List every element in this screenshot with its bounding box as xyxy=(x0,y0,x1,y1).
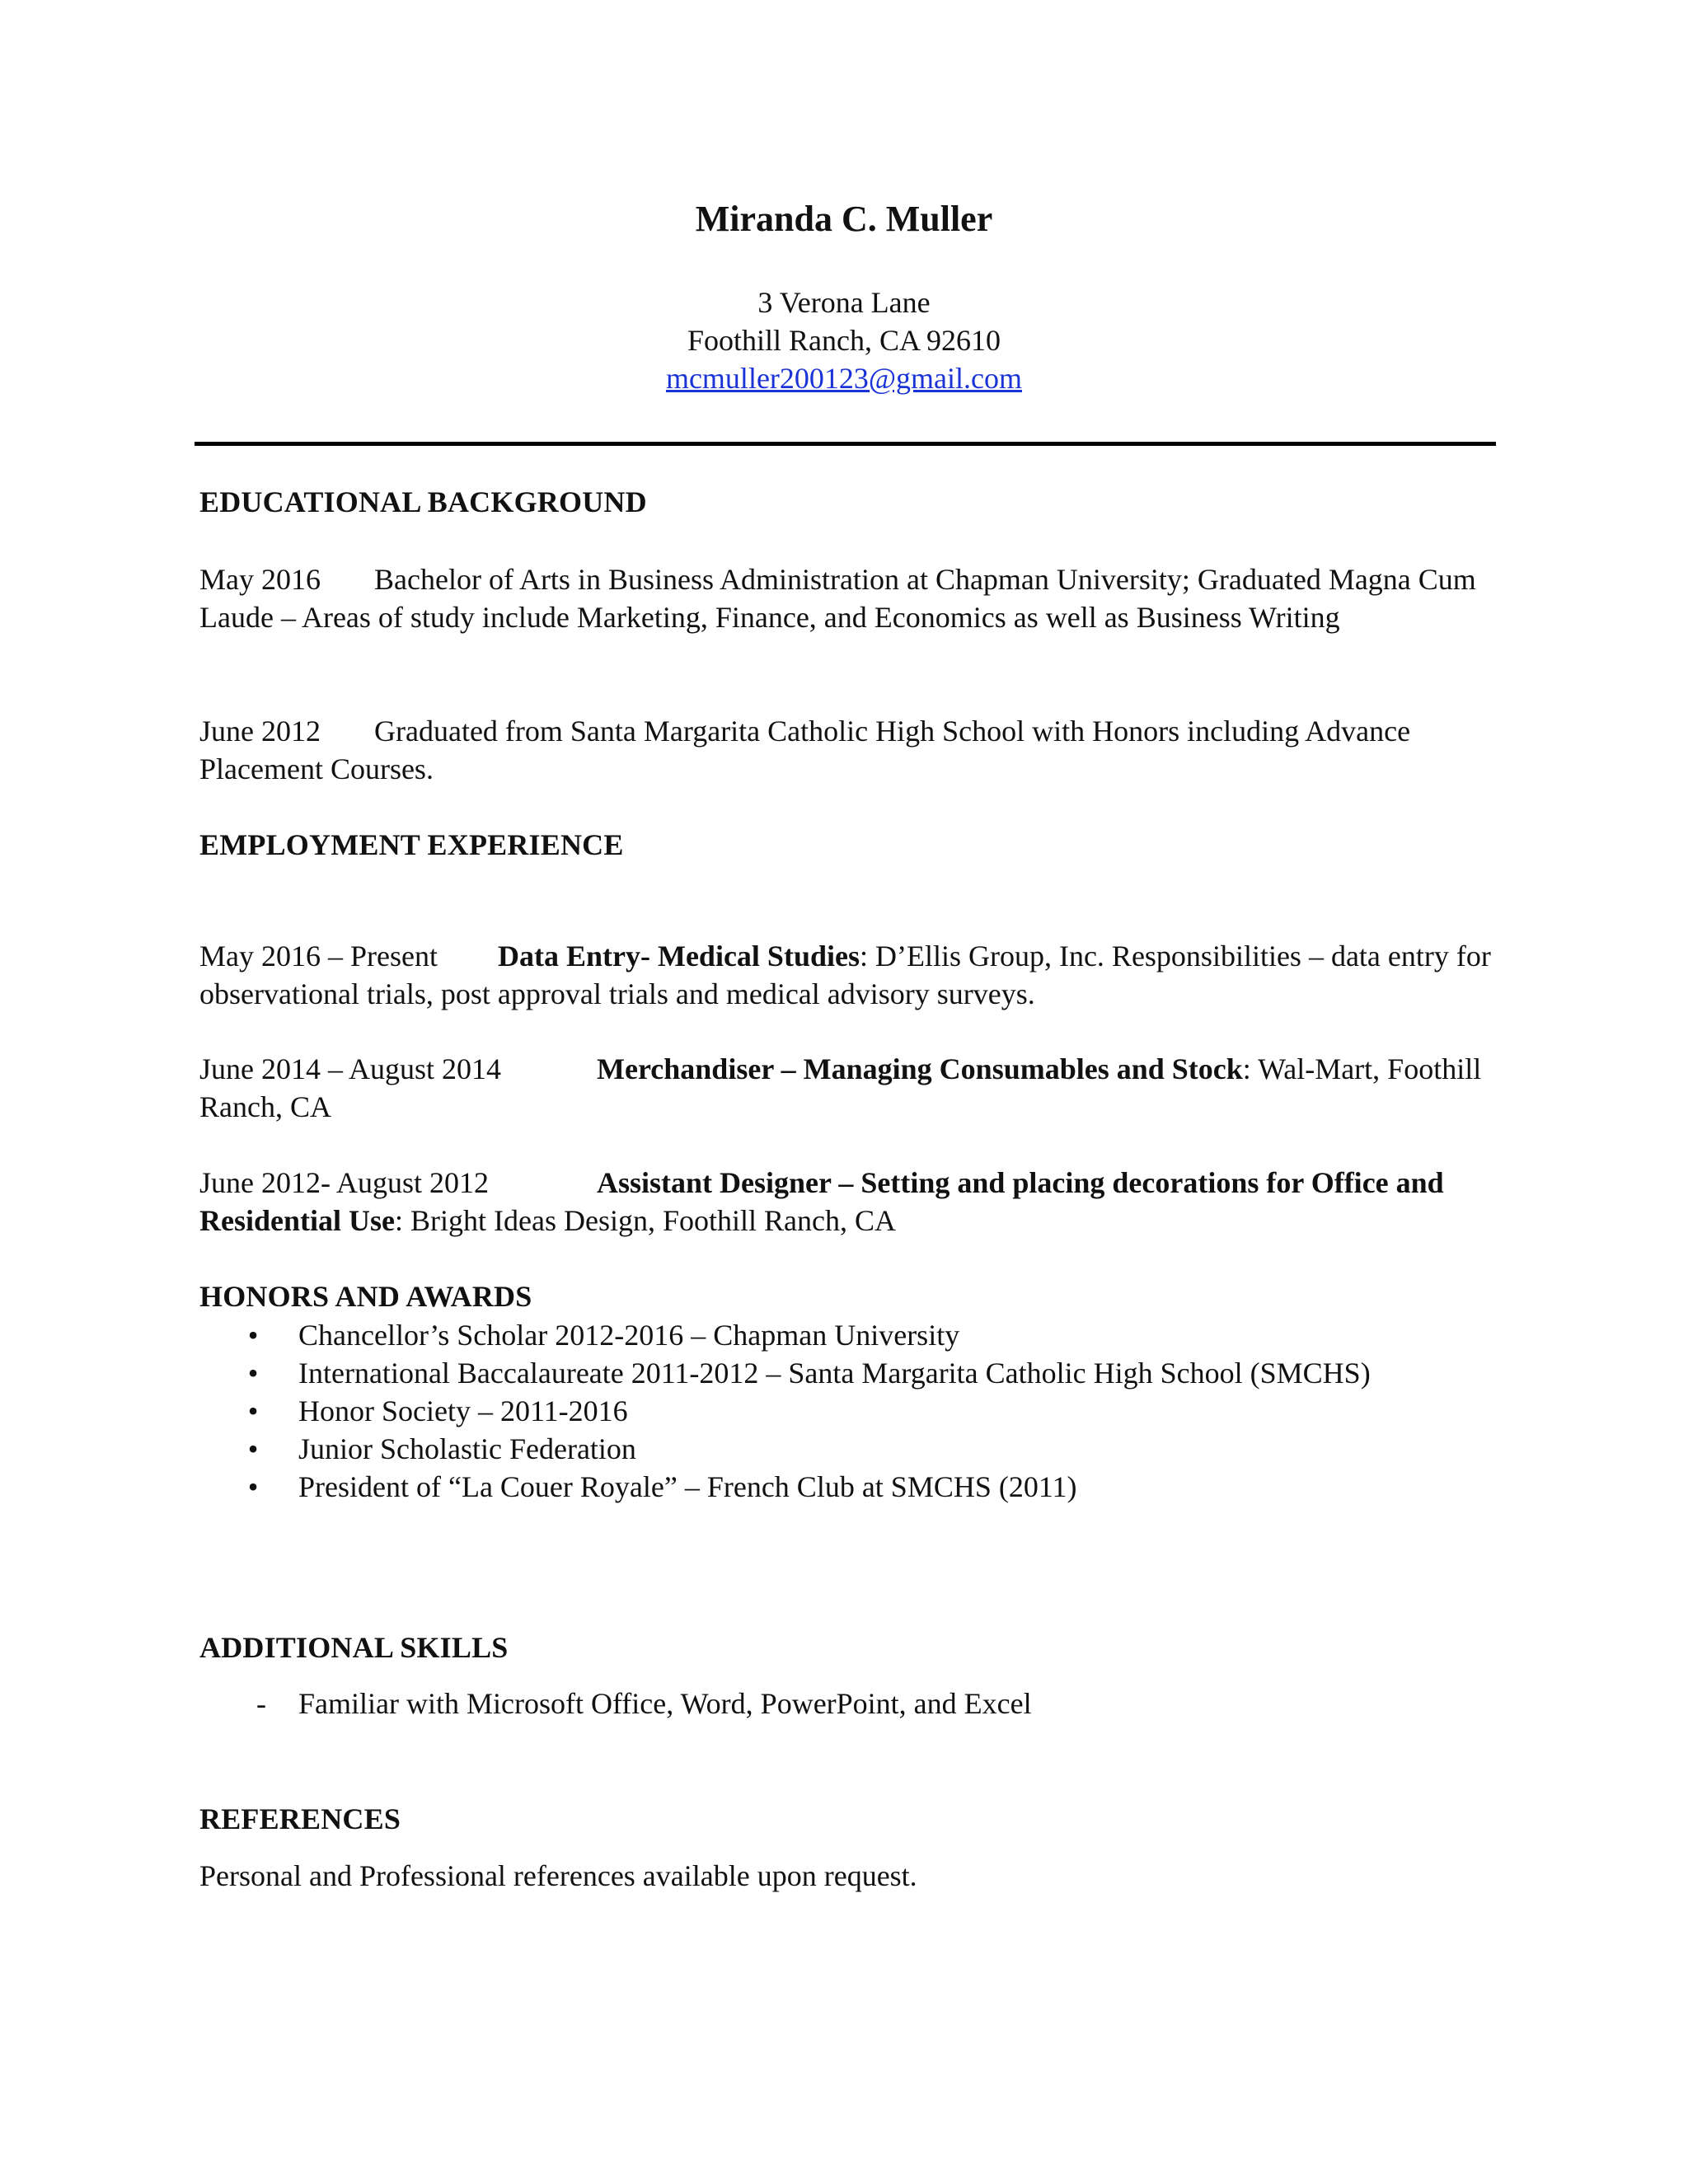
employment-entry xyxy=(199,937,1495,1013)
employment-date: June 2012- August 2012 xyxy=(199,1166,489,1199)
header-divider xyxy=(195,442,1496,446)
employment-title: Assistant Designer – Setting and placing decorations for Office and Residential Use xyxy=(199,1166,1444,1237)
education-heading: EDUCATIONAL BACKGROUND xyxy=(199,485,647,518)
references-heading: REFERENCES xyxy=(199,1802,401,1835)
education-text: Graduated from Santa Margarita Catholic High School with Honors including Advance Placement Courses. xyxy=(199,715,1411,785)
address-line-1: 3 Verona Lane xyxy=(757,286,931,319)
skill-text: Familiar with Microsoft Office, Word, PowerPoint, and Excel xyxy=(298,1687,1032,1720)
employment-title: Merchandiser – Managing Consumables and Stock xyxy=(597,1052,1243,1085)
bullet-icon: • xyxy=(247,1319,259,1352)
employment-date: June 2014 – August 2014 xyxy=(199,1052,502,1085)
employment-title: Data Entry- Medical Studies xyxy=(498,940,860,972)
education-entry xyxy=(199,560,1495,636)
honor-text: Junior Scholastic Federation xyxy=(298,1432,636,1465)
education-date: June 2012 xyxy=(199,715,321,748)
list-item xyxy=(199,1354,1436,1392)
skills-list xyxy=(199,1685,1436,1722)
employment-details: : Bright Ideas Design, Foothill Ranch, CA xyxy=(395,1204,896,1237)
education-entry xyxy=(199,712,1495,788)
dash-icon: - xyxy=(256,1687,266,1720)
honors-heading: HONORS AND AWARDS xyxy=(199,1280,532,1313)
employment-heading: EMPLOYMENT EXPERIENCE xyxy=(199,828,624,861)
honors-list xyxy=(199,1316,1436,1506)
list-item xyxy=(199,1685,1436,1722)
honor-text: Chancellor’s Scholar 2012-2016 – Chapman University xyxy=(298,1319,960,1352)
list-item xyxy=(199,1392,1436,1430)
bullet-icon: • xyxy=(247,1394,259,1427)
email-link[interactable]: mcmuller200123@gmail.com xyxy=(665,362,1023,395)
honor-text: President of “La Couer Royale” – French Club at SMCHS (2011) xyxy=(298,1470,1077,1503)
skills-heading: ADDITIONAL SKILLS xyxy=(199,1631,509,1664)
candidate-name: Miranda C. Muller xyxy=(695,199,993,239)
list-item xyxy=(199,1316,1436,1354)
education-text: Bachelor of Arts in Business Administration at Chapman University; Graduated Magna Cum Laude – Areas of study include Marketing, Finance, and Economics as well as Business Writing xyxy=(199,563,1476,634)
employment-details: : D’Ellis Group, Inc. Responsibilities – data entry for observational trials, post approval trials and medical advisory surveys. xyxy=(199,940,1491,1010)
employment-date: May 2016 – Present xyxy=(199,940,438,972)
employment-entry xyxy=(199,1164,1495,1240)
bullet-icon: • xyxy=(247,1357,259,1390)
bullet-icon: • xyxy=(247,1432,259,1465)
list-item xyxy=(199,1430,1436,1468)
references-text: Personal and Professional references available upon request. xyxy=(199,1859,917,1892)
employment-details: : Wal-Mart, Foothill Ranch, CA xyxy=(199,1052,1482,1123)
list-item xyxy=(199,1468,1436,1506)
honor-text: International Baccalaureate 2011-2012 – Santa Margarita Catholic High School (SMCHS) xyxy=(298,1357,1371,1390)
honor-text: Honor Society – 2011-2016 xyxy=(298,1394,628,1427)
education-date: May 2016 xyxy=(199,563,321,596)
contact-block xyxy=(0,284,1688,397)
address-line-2: Foothill Ranch, CA 92610 xyxy=(687,324,1001,357)
employment-entry xyxy=(199,1050,1495,1126)
bullet-icon: • xyxy=(247,1470,259,1503)
